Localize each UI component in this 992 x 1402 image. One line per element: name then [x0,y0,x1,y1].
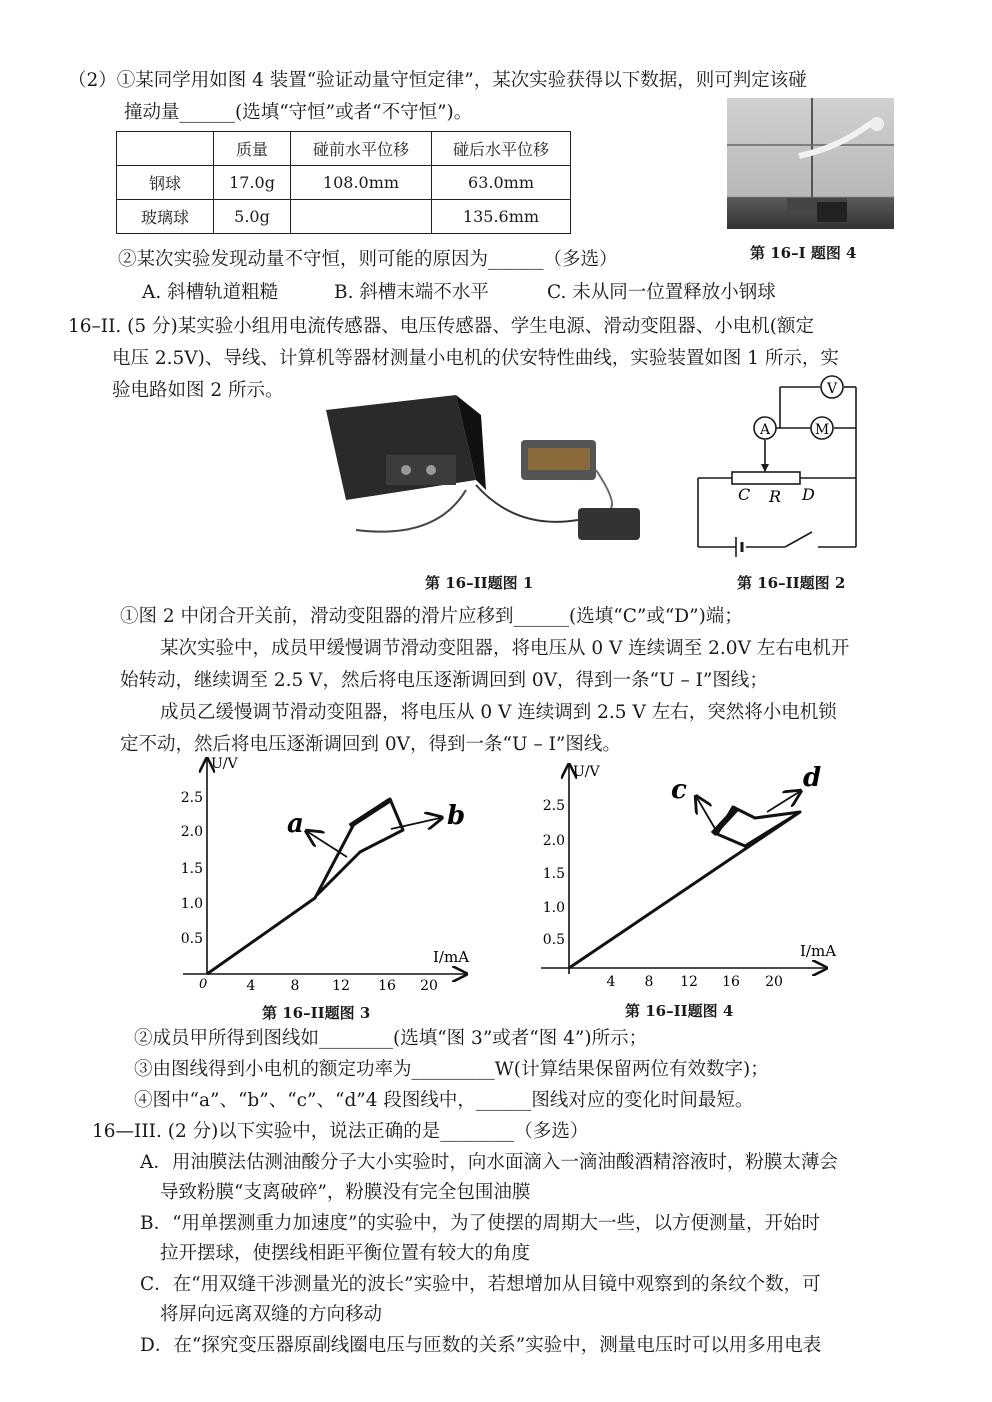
part-iii-a-line2: 导致粉膜“支离破碎”，粉膜没有完全包围油膜 [160,1182,531,1203]
part-iii-b-line2: 拉开摆球，使摆线相距平衡位置有较大的角度 [160,1243,531,1264]
y-tick-label: 1.5 [542,866,565,882]
collision-apparatus-photo [727,98,894,229]
table-row [117,200,571,234]
graph-fig3 [165,752,495,1012]
part-iii-c-line1: C．在“用双缝干涉测量光的波长”实验中，若想增加从目镜中观察到的条纹个数，可 [140,1274,821,1295]
fig4-graph-caption: 第 16–II题图 4 [625,1002,734,1020]
x-tick-label: 4 [606,974,616,990]
y-tick-label: 2.5 [180,790,203,806]
option-a: A. 斜槽轨道粗糙 [142,282,279,303]
ammeter-label: A [759,422,771,438]
x-tick-label: 16 [722,974,740,990]
table-header-cell: 碰前水平位移 [291,132,432,166]
table-cell: 63.0mm [432,166,571,200]
part-ii-q3: ③由图线得到小电机的额定功率为_________W(计算结果保留两位有效数字)； [134,1059,769,1080]
circuit-diagram [690,372,870,562]
terminal-d-label: D [802,485,815,504]
option-c: C. 未从同一位置释放小钢球 [547,282,776,303]
y-tick-label: 0.5 [180,931,203,947]
part-ii-intro-line2: 电压 2.5V)、导线、计算机等器材测量小电机的伏安特性曲线，实验装置如图 1 所示，实 [112,348,839,369]
x-axis-label: I/mA [800,942,837,960]
y-tick-label: 0.5 [542,932,565,948]
apparatus-illustration [727,98,894,229]
arrow-d [767,792,799,812]
y-axis-label: U/V [211,756,238,772]
x-tick-label: 20 [420,978,438,994]
resistor-label: R [769,487,782,506]
part-iii-b-line1: B．“用单摆测重力加速度”的实验中，为了使摆的周期大一些，以方便测量，开始时 [140,1213,821,1234]
curve-fig3 [207,799,403,974]
y-tick-label: 2.5 [542,798,565,814]
table-cell: 108.0mm [291,166,432,200]
label-c: c [671,775,687,805]
y-tick-label: 1.0 [542,900,565,916]
y-tick-label: 1.0 [180,896,203,912]
x-tick-label: 16 [378,978,396,994]
part-i-line1: （2）①某同学用如图 4 装置“验证动量守恒定律”，某次实验获得以下数据，则可判定该碰 [68,70,807,91]
part-ii-para1-line2: 始转动，继续调至 2.5 V，然后将电压逐渐调回到 0V，得到一条“U – I”图线； [120,670,768,691]
option-b: B. 斜槽末端不水平 [334,282,489,303]
fig3-caption: 第 16–II题图 3 [262,1004,371,1022]
motor-label: M [814,422,830,438]
apparatus-sketch [316,390,661,560]
part-ii-intro-line1: 16–II. (5 分)某实验小组用电流传感器、电压传感器、学生电源、滑动变阻器、小电机(额定 [68,316,814,337]
y-tick-label: 2.0 [542,833,565,849]
table-cell: 17.0g [214,166,291,200]
part-i-line2: 撞动量______(选填“守恒”或者“不守恒”)。 [124,102,473,123]
y-axis-label: U/V [573,764,600,780]
x-tick-label: 8 [644,974,654,990]
table-cell [291,200,432,234]
curve-fig4 [569,807,800,968]
part-ii-q1: ①图 2 中闭合开关前，滑动变阻器的滑片应移到______(选填“C”或“D”)端； [120,606,743,627]
label-d: d [803,763,822,793]
part-i-q2: ②某次实验发现动量不守恒，则可能的原因为______（多选） [118,249,618,270]
part-iii-c-line2: 将屏向远离双缝的方向移动 [160,1304,383,1325]
x-tick-label: 12 [332,978,350,994]
arrow-a [308,832,347,857]
arrow-c [697,798,717,832]
part-ii-intro-line3: 验电路如图 2 所示。 [112,380,284,401]
table-cell: 钢球 [117,166,214,200]
table-header-row [117,132,571,166]
fig1-caption: 第 16–II题图 1 [425,574,534,592]
x-axis-label: I/mA [433,948,470,966]
part-ii-para2-line1: 成员乙缓慢调节滑动变阻器，将电压从 0 V 连续调到 2.5 V 左右，突然将小电机锁 [160,702,837,723]
fig4-caption: 第 16–I 题图 4 [750,244,857,262]
experiment-apparatus-photo [316,390,661,560]
part-iii-d-line1: D．在“探究变压器原副线圈电压与匝数的关系”实验中，测量电压时可以用多用电表 [140,1335,822,1356]
table-cell: 5.0g [214,200,291,234]
x-tick-label: 4 [246,978,256,994]
table-cell: 玻璃球 [117,200,214,234]
table-header-cell: 质量 [214,132,291,166]
table-header-cell [117,132,214,166]
table-cell: 135.6mm [432,200,571,234]
graph-fig4 [525,752,855,1012]
part-ii-para2-line2: 定不动，然后将电压逐渐调回到 0V，得到一条“U – I”图线。 [120,734,621,755]
part-ii-q2: ②成员甲所得到图线如________(选填“图 3”或者“图 4”)所示； [134,1028,648,1049]
y-tick-label: 1.5 [180,861,203,877]
curve-fig3-dense [350,800,390,826]
y-tick-label: 2.0 [180,824,203,840]
part-ii-para1-line1: 某次实验中，成员甲缓慢调节滑动变阻器，将电压从 0 V 连续调至 2.0V 左右电机开 [160,638,850,659]
origin-label: 0 [199,977,208,992]
part-iii-a-line1: A．用油膜法估测油酸分子大小实验时，向水面滴入一滴油酸酒精溶液时，粉膜太薄会 [140,1152,838,1173]
label-b: b [447,801,466,831]
table-row [117,166,571,200]
part-iii-question: 16—III. (2 分)以下实验中，说法正确的是________（多选） [92,1121,589,1142]
part-ii-q4: ④图中“a”、“b”、“c”、“d”4 段图线中，______图线对应的变化时间最短。 [134,1090,754,1111]
fig2-caption: 第 16–II题图 2 [737,574,846,592]
label-a: a [287,809,304,839]
x-tick-label: 12 [680,974,698,990]
x-tick-label: 8 [290,978,300,994]
voltmeter-label: V [826,381,838,397]
momentum-data-table [116,131,571,234]
table-header-cell: 碰后水平位移 [432,132,571,166]
x-tick-label: 20 [765,974,783,990]
terminal-c-label: C [738,485,751,504]
